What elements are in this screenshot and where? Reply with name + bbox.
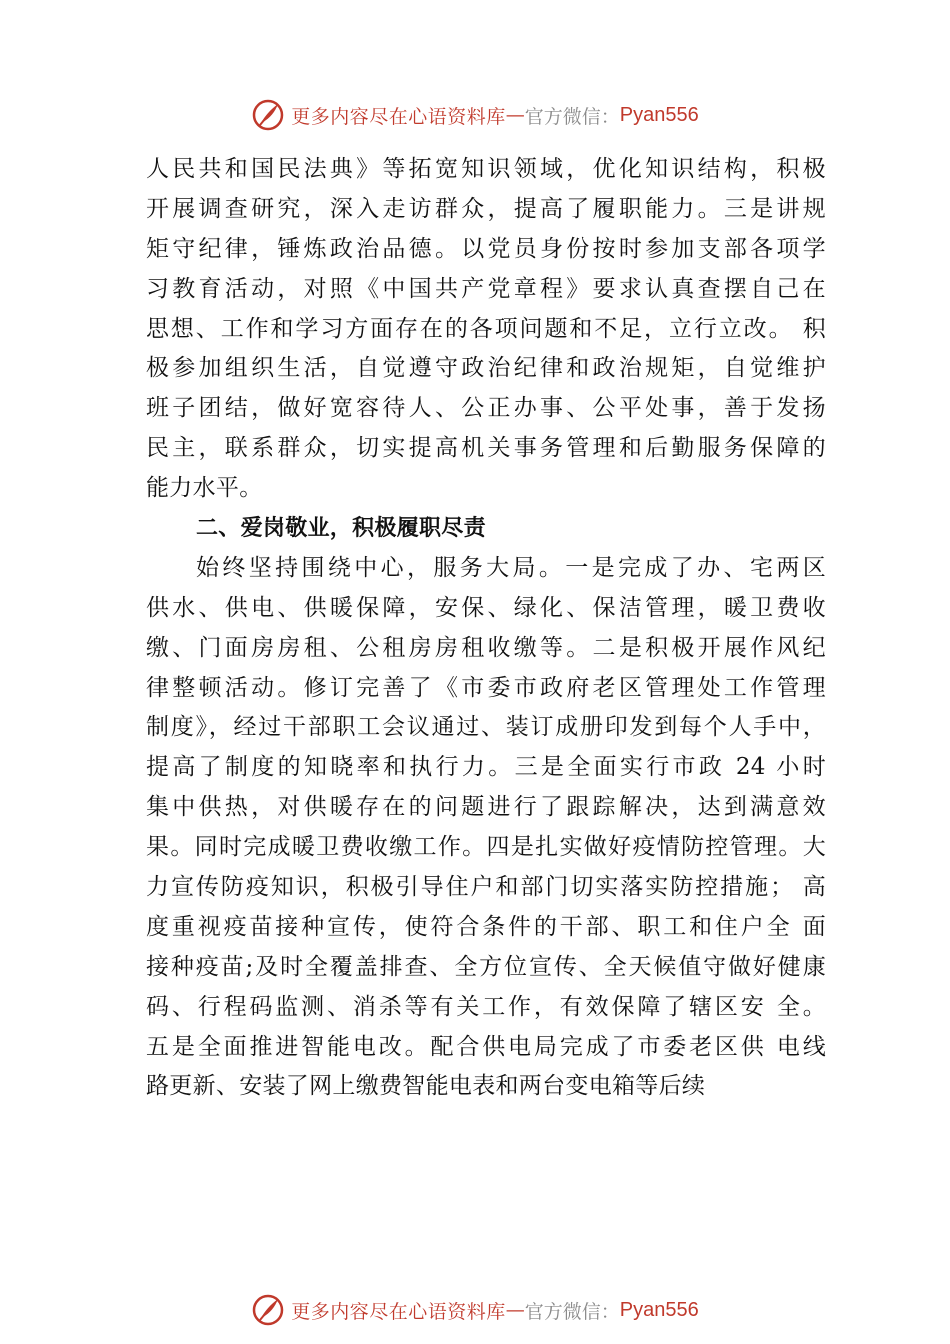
text-line: 集中供热，对供暖存在的问题进行了跟踪解决，达到满意效 xyxy=(146,794,826,821)
text-line: 果。同时完成暖卫费收缴工作。四是扎实做好疫情防控管理。大 xyxy=(146,834,826,861)
text-line: 接种疫苗;及时全覆盖排查、全方位宣传、全天候值守做好健康 xyxy=(146,953,826,980)
paragraph-1 xyxy=(146,150,826,509)
watermark-wechat-label: 官方微信： xyxy=(524,105,620,128)
text-line: 班子团结，做好宽容待人、公正办事、公平处事，善于发扬 xyxy=(146,395,826,422)
text-line: 制度》，经过干部职工会议通过、装订成册印发到每个人手中， xyxy=(146,714,826,741)
text-line: 缴、门面房房租、公租房房租收缴等。二是积极开展作风纪 xyxy=(146,634,826,661)
text-line: 开展调查研究，深入走访群众，提高了履职能力。三是讲规 xyxy=(146,195,826,222)
footer-watermark xyxy=(0,1290,950,1330)
watermark-wechat-id: Pyan556 xyxy=(619,103,699,126)
text-line: 始终坚持围绕中心，服务大局。一是完成了办、宅两区 xyxy=(196,554,826,581)
quill-logo-icon xyxy=(251,98,285,132)
text-line: 习教育活动，对照《中国共产党章程》要求认真查摆自己在 xyxy=(146,275,826,302)
watermark-library-text: 更多内容尽在心语资料库 xyxy=(291,105,506,128)
quill-logo-icon xyxy=(251,1293,285,1327)
text-line: 能力水平。 xyxy=(146,475,263,502)
watermark-wechat-id: Pyan556 xyxy=(619,1298,699,1321)
text-line: 力宣传防疫知识，积极引导住户和部门切实落实防控措施； 高 xyxy=(146,874,826,901)
text-line: 矩守纪律，锤炼政治品德。以党员身份按时参加支部各项学 xyxy=(146,235,826,262)
document-body xyxy=(146,150,826,1107)
watermark-separator: — xyxy=(505,1299,525,1321)
paragraph-2 xyxy=(146,549,826,1107)
header-watermark xyxy=(0,95,950,135)
section-heading: 二、爱岗敬业，积极履职尽责 xyxy=(196,516,486,542)
text-line: 律整顿活动。修订完善了《市委市政府老区管理处工作管理 xyxy=(146,674,826,701)
text-line: 提高了制度的知晓率和执行力。三是全面实行市政 24 小时 xyxy=(146,754,826,781)
text-line: 人民共和国民法典》等拓宽知识领域，优化知识结构，积极 xyxy=(146,156,826,182)
watermark-library-text: 更多内容尽在心语资料库 xyxy=(291,1300,506,1323)
text-line: 思想、工作和学习方面存在的各项问题和不足，立行立改。 积 xyxy=(146,315,826,342)
text-line: 民主，联系群众，切实提高机关事务管理和后勤服务保障的 xyxy=(146,435,826,462)
text-line: 极参加组织生活，自觉遵守政治纪律和政治规矩，自觉维护 xyxy=(146,355,826,382)
text-line: 度重视疫苗接种宣传，使符合条件的干部、职工和住户全 面 xyxy=(146,913,826,940)
text-line: 路更新、安装了网上缴费智能电表和两台变电箱等后续 xyxy=(146,1073,706,1100)
text-line: 五是全面推进智能电改。配合供电局完成了市委老区供 电线 xyxy=(146,1033,826,1060)
text-line: 码、行程码监测、消杀等有关工作，有效保障了辖区安 全。 xyxy=(146,993,826,1020)
watermark-separator: — xyxy=(505,104,525,126)
text-line: 供水、供电、供暖保障，安保、绿化、保洁管理，暖卫费收 xyxy=(146,594,826,621)
watermark-wechat-label: 官方微信： xyxy=(524,1300,620,1323)
